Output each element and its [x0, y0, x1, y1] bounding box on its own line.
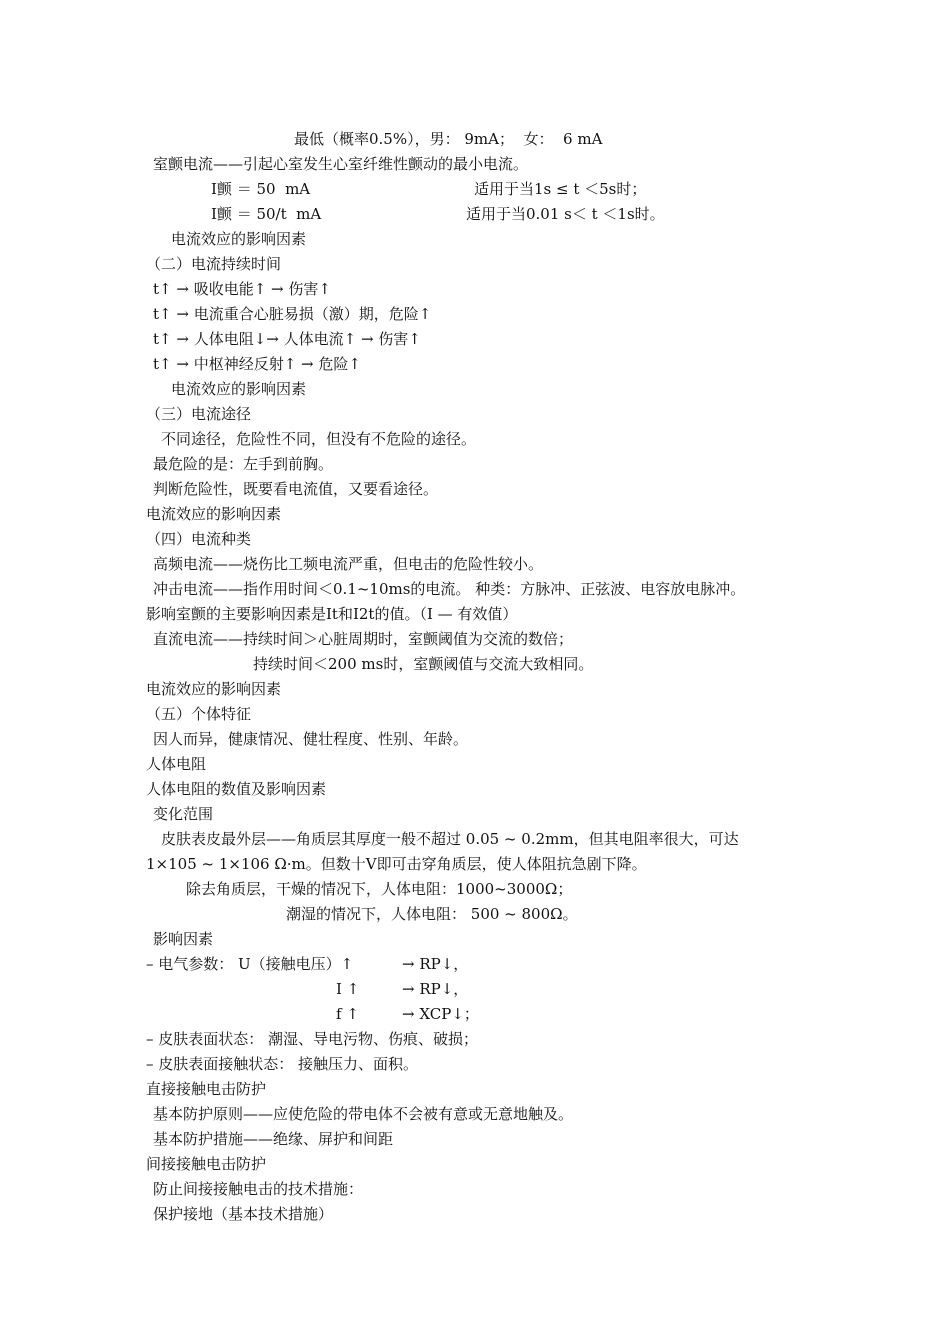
formula-left: I颤 ＝ 50/t mA [211, 205, 322, 223]
formula-condition: 适用于当0.01 s＜ t ＜1s时。 [466, 205, 665, 223]
text-line: t↑ → 中枢神经反射↑ → 危险↑ [153, 355, 361, 373]
subsection-heading: （二）电流持续时间 [146, 255, 282, 273]
text-line: t↑ → 人体电阻↓→ 人体电流↑ → 伤害↑ [153, 330, 421, 348]
section-heading: 直接接触电击防护 [146, 1080, 267, 1098]
formula-condition: 适用于当1s ≤ t ＜5s时； [474, 180, 647, 198]
text-line: 防止间接接触电击的技术措施： [153, 1180, 364, 1198]
text-line: 除去角质层，干燥的情况下，人体电阻：1000~3000Ω； [186, 880, 573, 898]
subsection-heading: （五）个体特征 [146, 705, 252, 723]
text-line: t↑ → 电流重合心脏易损（激）期，危险↑ [153, 305, 432, 323]
text-line: 最危险的是：左手到前胸。 [153, 455, 334, 473]
text-line: 最低（概率0.5%），男： 9mA； 女： 6 mA [294, 130, 603, 148]
section-heading: 间接接触电击防护 [146, 1155, 267, 1173]
factor-label: I ↑ [336, 980, 360, 998]
text-line: 高频电流——烧伤比工频电流严重，但电击的危险性较小。 [153, 555, 544, 573]
text-line: 保护接地（基本技术措施） [153, 1205, 334, 1223]
section-heading: 电流效应的影响因素 [171, 230, 307, 248]
text-line: – 皮肤表面接触状态： 接触压力、面积。 [146, 1055, 419, 1073]
text-line: 判断危险性，既要看电流值，又要看途径。 [153, 480, 439, 498]
factor-effect: → RP↓， [402, 980, 469, 998]
subsection-heading: （三）电流途径 [146, 405, 252, 423]
factor-label: – 电气参数： U（接触电压）↑ [146, 955, 354, 973]
text-line: 室颤电流——引起心室发生心室纤维性颤动的最小电流。 [153, 155, 529, 173]
text-line: 不同途径，危险性不同，但没有不危险的途径。 [161, 430, 477, 448]
subsection-heading: （四）电流种类 [146, 530, 252, 548]
text-line: 直流电流——持续时间＞心脏周期时，室颤阈值为交流的数倍； [153, 630, 574, 648]
text-line: 基本防护措施——绝缘、屏护和间距 [153, 1130, 394, 1148]
factor-effect: → RP↓， [402, 955, 469, 973]
text-line: 皮肤表皮最外层——角质层其厚度一般不超过 0.05 ~ 0.2mm，但其电阻率很大，可达 [161, 830, 739, 848]
text-line: 冲击电流——指作用时间＜0.1~10ms的电流。 种类：方脉冲、正弦波、电容放电脉冲。 [153, 580, 746, 598]
section-heading: 人体电阻 [146, 755, 207, 773]
section-heading: 电流效应的影响因素 [146, 505, 282, 523]
text-line: – 皮肤表面状态： 潮湿、导电污物、伤痕、破损； [146, 1030, 479, 1048]
text-line: 影响室颤的主要影响因素是It和I2t的值。（I — 有效值） [146, 605, 518, 623]
text-line: t↑ → 吸收电能↑ → 伤害↑ [153, 280, 331, 298]
subsection-heading: 变化范围 [153, 805, 214, 823]
section-heading: 电流效应的影响因素 [146, 680, 282, 698]
formula-left: I颤 ＝ 50 mA [211, 180, 311, 198]
text-line: 持续时间＜200 ms时，室颤阈值与交流大致相同。 [253, 655, 594, 673]
factor-effect: → XCP↓； [402, 1005, 479, 1023]
text-line: 因人而异，健康情况、健壮程度、性别、年龄。 [153, 730, 469, 748]
factor-label: f ↑ [336, 1005, 359, 1023]
section-heading: 人体电阻的数值及影响因素 [146, 780, 327, 798]
section-heading: 电流效应的影响因素 [171, 380, 307, 398]
text-line: 基本防护原则——应使危险的带电体不会被有意或无意地触及。 [153, 1105, 574, 1123]
subsection-heading: 影响因素 [153, 930, 214, 948]
text-line: 1×105 ~ 1×106 Ω·m。但数十V即可击穿角质层，使人体阻抗急剧下降。 [146, 855, 647, 873]
text-line: 潮湿的情况下，人体电阻： 500 ~ 800Ω。 [286, 905, 578, 923]
